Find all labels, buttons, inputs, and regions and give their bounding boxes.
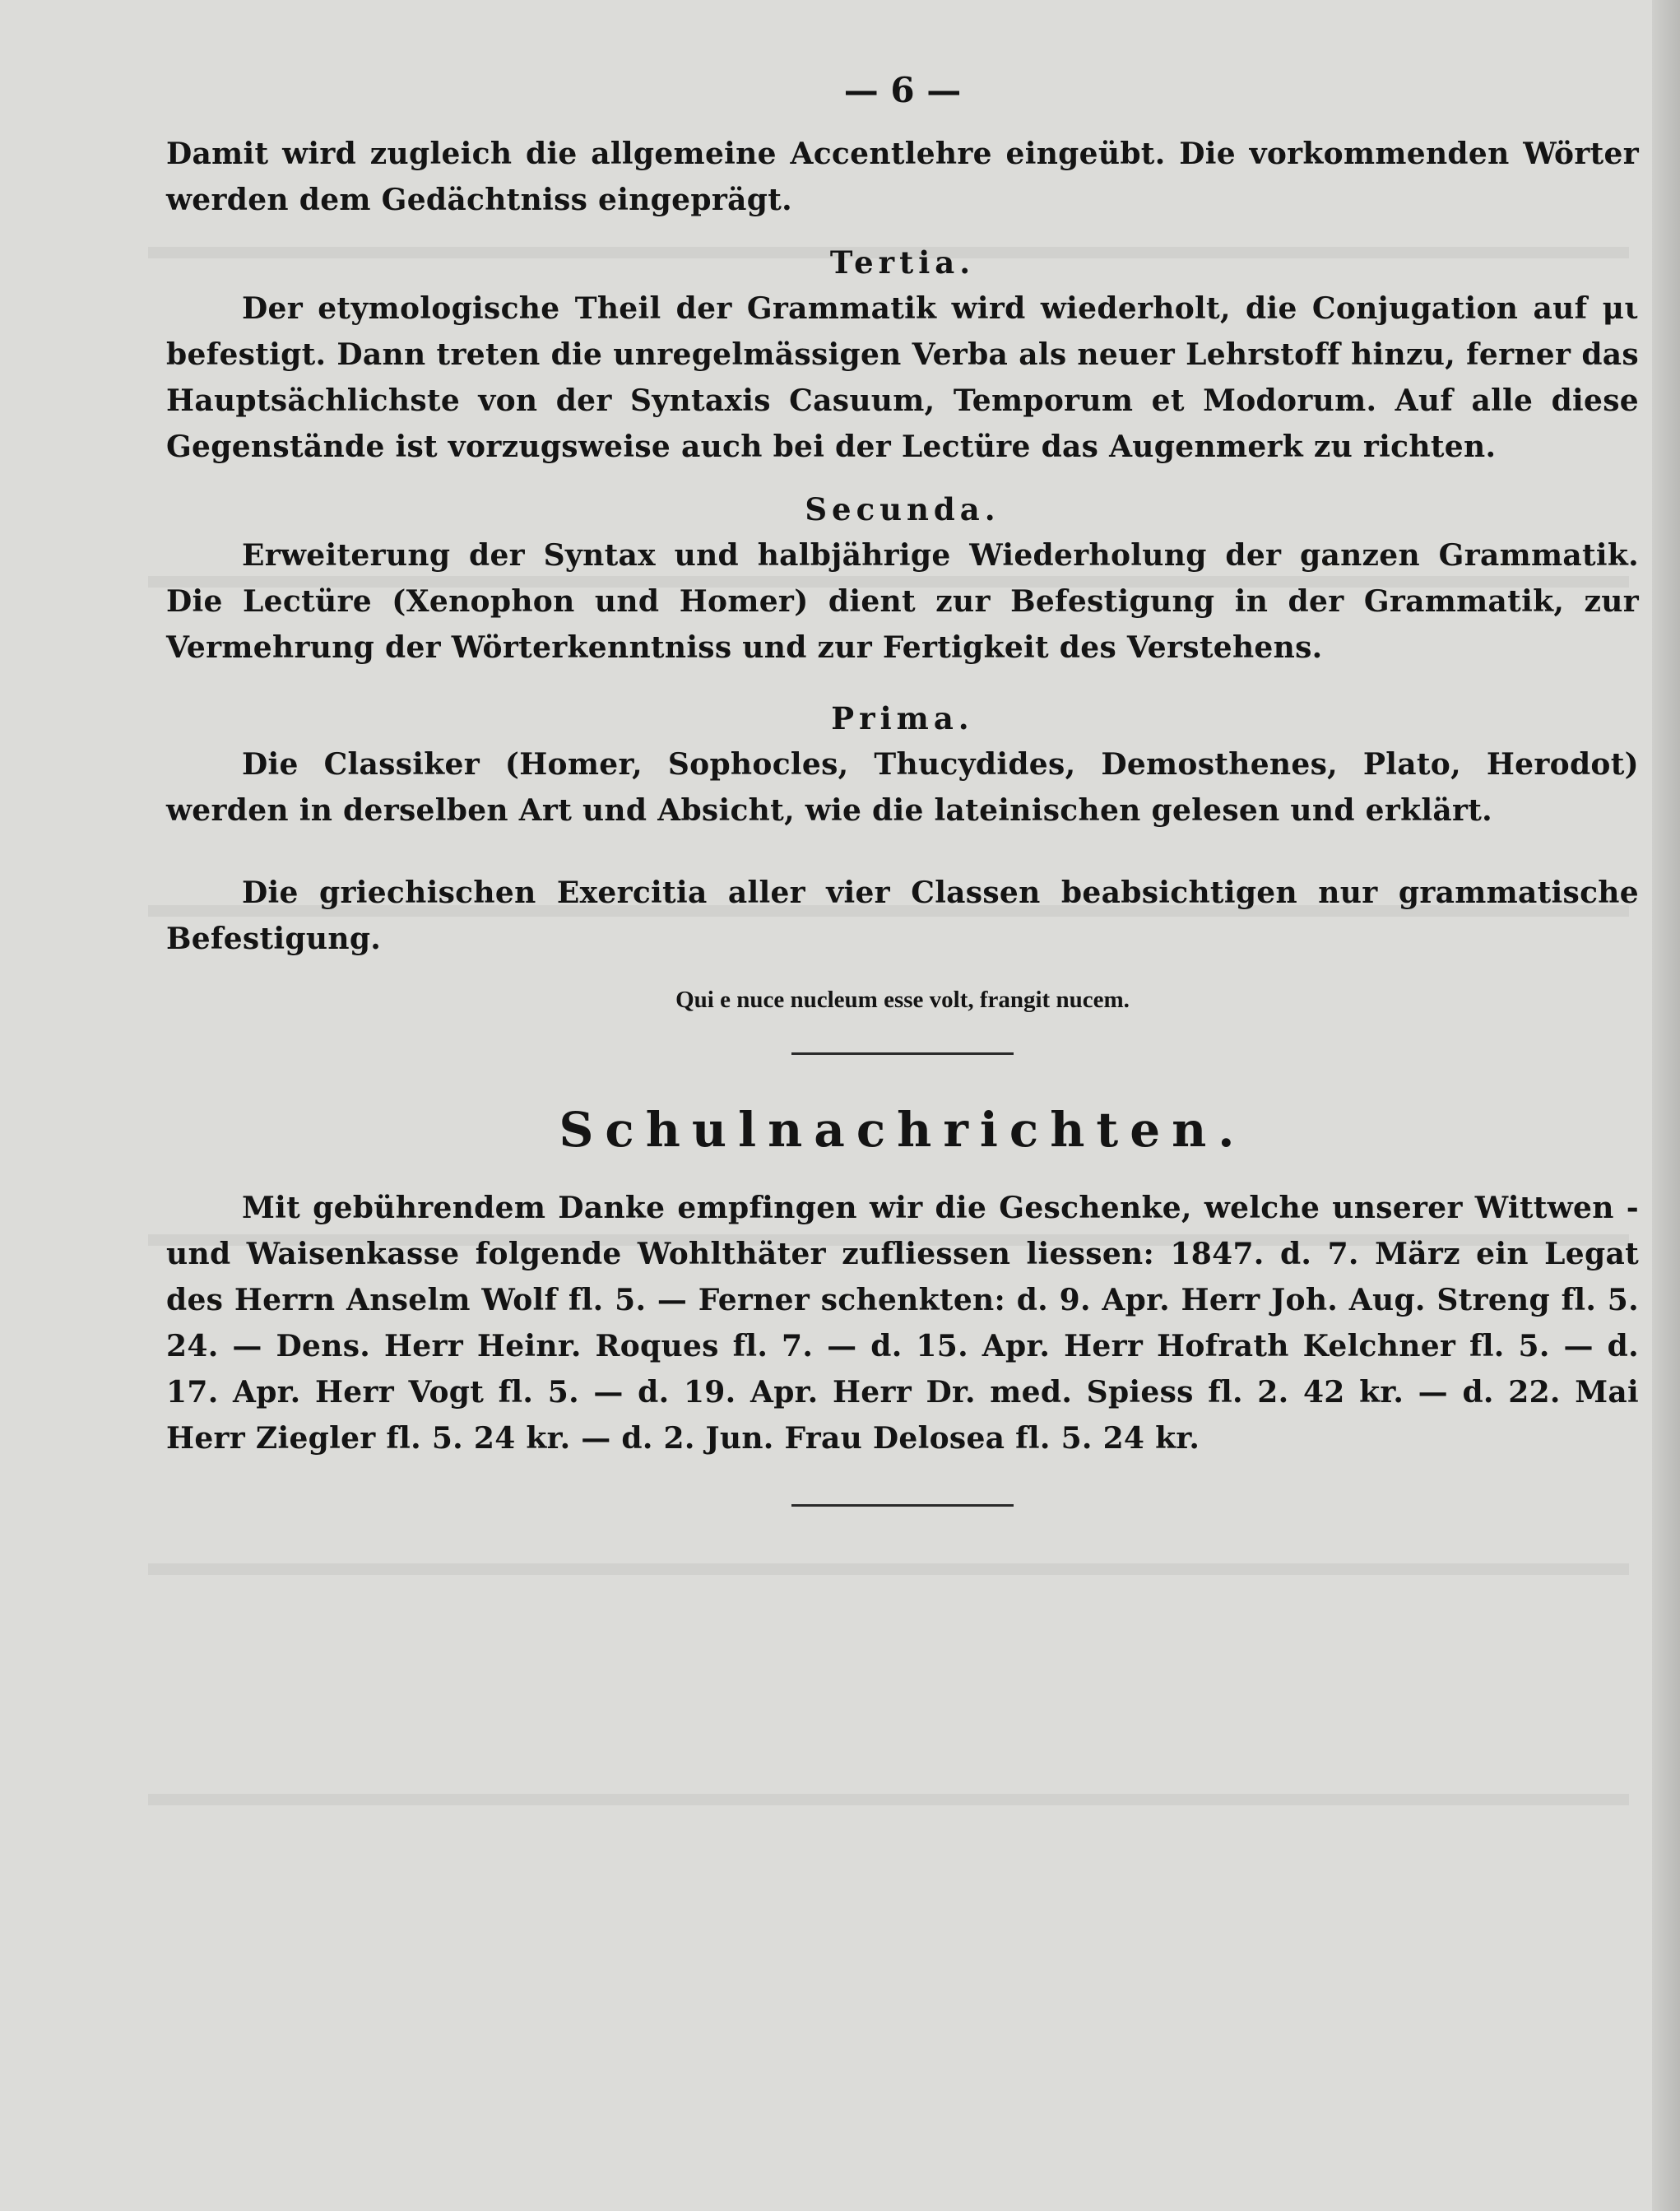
page-content xyxy=(166,70,1639,1507)
page-gutter-shadow xyxy=(1652,0,1680,2211)
intro-paragraph: Damit wird zugleich die allgemeine Accentlehre eingeübt. Die vorkommenden Wörter werden dem Gedächtniss eingeprägt. xyxy=(166,137,1639,217)
bleed-through xyxy=(148,1563,1629,1575)
prima-paragraph: Die Classiker (Homer, Sophocles, Thucydides, Demosthenes, Plato, Herodot) werden in derselben Art und Absicht, wie die lateinischen gelesen und erklärt. xyxy=(166,747,1639,828)
bleed-through xyxy=(148,1794,1629,1805)
prima-paragraph-exercitia: Die griechischen Exercitia aller vier Classen beabsichtigen nur grammatische Befestigung. xyxy=(166,876,1639,956)
tertia-paragraph: Der etymologische Theil der Grammatik wird wiederholt, die Conjugation auf μι befestigt. Dann treten die unregelmässigen Verba als neuer Lehrstoff hinzu, ferner das Hauptsächlichste von der Syntaxis Casuum, Temporum et Modorum. Auf alle diese Gegenstände ist vorzugsweise auch bei der Lectüre das Augenmerk zu richten. xyxy=(166,291,1639,464)
section-heading-secunda: Secunda. xyxy=(805,491,1000,527)
latin-motto: Qui e nuce nucleum esse volt, frangit nucem. xyxy=(675,987,1130,1013)
donations-paragraph: Mit gebührendem Danke empfingen wir die Geschenke, welche unserer Wittwen - und Waisenkasse folgende Wohlthäter zufliessen liessen: 1847. d. 7. März ein Legat des Herrn Anselm Wolf fl. 5. — Ferner schenkten: d. 9. Apr. Herr Joh. Aug. Streng fl. 5. 24. — Dens. Herr Heinr. Roques fl. 7. — d. 15. Apr. Herr Hofrath Kelchner fl. 5. — d. 17. Apr. Herr Vogt fl. 5. — d. 19. Apr. Herr Dr. med. Spiess fl. 2. 42 kr. — d. 22. Mai Herr Ziegler fl. 5. 24 kr. — d. 2. Jun. Frau Delosea fl. 5. 24 kr. xyxy=(166,1191,1639,1456)
closing-divider xyxy=(791,1504,1014,1507)
page-number: — 6 — xyxy=(843,70,962,110)
secunda-paragraph: Erweiterung der Syntax und halbjährige Wiederholung der ganzen Grammatik. Die Lectüre (Xenophon und Homer) dient zur Befestigung in der Grammatik, zur Vermehrung der Wörterkenntniss und zur Fertigkeit des Verstehens. xyxy=(166,538,1639,665)
section-heading-prima: Prima. xyxy=(831,700,974,736)
section-heading-tertia: Tertia. xyxy=(829,244,976,281)
school-news-title: Schulnachrichten. xyxy=(559,1102,1246,1158)
